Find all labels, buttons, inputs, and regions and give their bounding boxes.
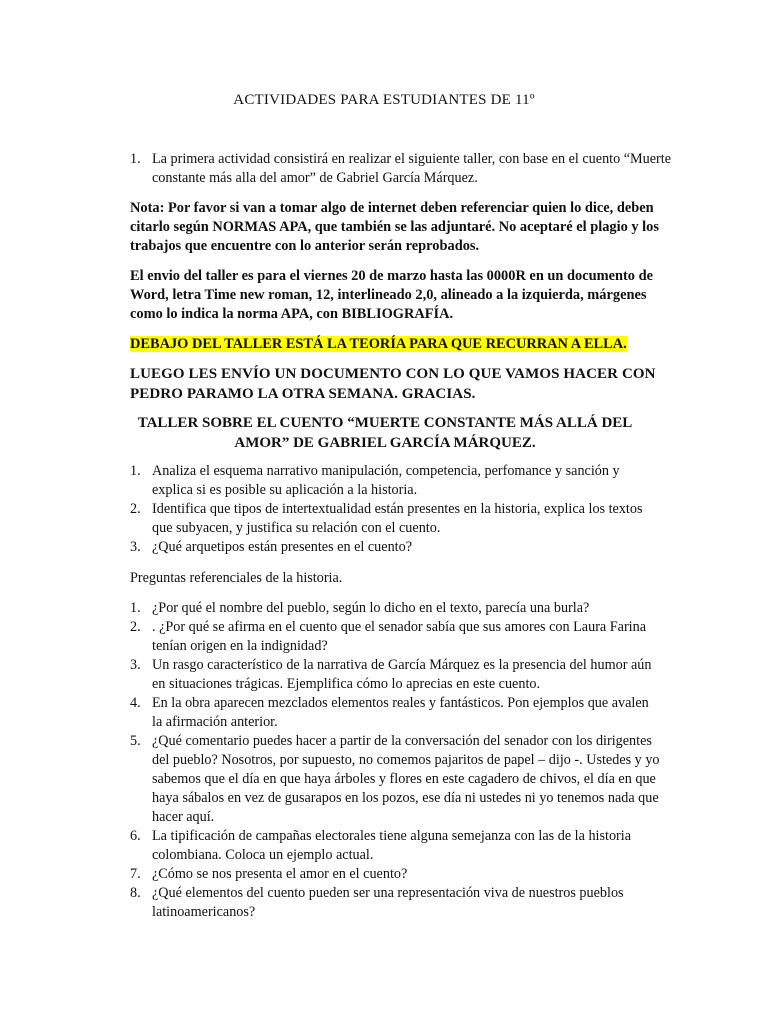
taller-list xyxy=(130,462,660,557)
list-item-text: En la obra aparecen mezclados elementos reales y fantásticos. Pon ejemplos que avalen la afirmación anterior. xyxy=(152,695,649,730)
list-item-number: 8. xyxy=(130,885,141,901)
preguntas-list xyxy=(130,599,660,922)
document-title: ACTIVIDADES PARA ESTUDIANTES DE 11º xyxy=(233,92,535,108)
list-item-text: . ¿Por qué se afirma en el cuento que el senador sabía que sus amores con Laura Farina tenían origen en la indignidad? xyxy=(152,619,647,654)
list-item xyxy=(130,827,660,865)
list-item-text: ¿Qué arquetipos están presentes en el cuento? xyxy=(152,539,412,555)
list-item-number: 2. xyxy=(130,501,141,517)
list-item-number: 2. xyxy=(130,619,141,635)
list-item-number: 3. xyxy=(130,539,141,555)
list-item-text: Analiza el esquema narrativo manipulación, competencia, perfomance y sanción y explica si es posible su aplicación a la historia. xyxy=(152,463,620,498)
theory-notice xyxy=(130,335,660,354)
list-item xyxy=(130,732,660,827)
list-item-number: 5. xyxy=(130,733,141,749)
list-item-number: 3. xyxy=(130,657,141,673)
list-item xyxy=(130,884,660,922)
theory-notice-highlight: DEBAJO DEL TALLER ESTÁ LA TEORÍA PARA QUE RECURRAN A ELLA. xyxy=(130,336,627,352)
intro-item-number: 1. xyxy=(130,151,141,167)
list-item xyxy=(130,618,660,656)
list-item-text: Identifica que tipos de intertextualidad están presentes en la historia, explica los textos que subyacen, y justifica su relación con el cuento. xyxy=(152,501,643,536)
list-item-number: 1. xyxy=(130,600,141,616)
intro-item-text: La primera actividad consistirá en realizar el siguiente taller, con base en el cuento “Muerte constante más alla del amor” de Gabriel García Márquez. xyxy=(152,151,672,186)
list-item-text: ¿Qué elementos del cuento pueden ser una representación viva de nuestros pueblos latinoamericanos? xyxy=(152,885,624,920)
list-item-number: 1. xyxy=(130,463,141,479)
list-item-number: 4. xyxy=(130,695,141,711)
list-item xyxy=(130,865,660,884)
list-item xyxy=(130,694,660,732)
list-item xyxy=(130,462,660,500)
preguntas-heading: Preguntas referenciales de la historia. xyxy=(130,570,343,586)
list-item-text: La tipificación de campañas electorales tiene alguna semejanza con las de la historia colombiana. Coloca un ejemplo actual. xyxy=(152,828,632,863)
list-item-number: 7. xyxy=(130,866,141,882)
list-item xyxy=(130,538,660,557)
list-item xyxy=(130,599,660,618)
list-item xyxy=(130,656,660,694)
intro-item xyxy=(130,150,682,188)
list-item-text: ¿Cómo se nos presenta el amor en el cuento? xyxy=(152,866,408,882)
pedro-paramo-notice: LUEGO LES ENVÍO UN DOCUMENTO CON LO QUE VAMOS HACER CON PEDRO PARAMO LA OTRA SEMANA. GRACIAS. xyxy=(130,366,656,402)
list-item-number: 6. xyxy=(130,828,141,844)
list-item xyxy=(130,500,660,538)
list-item-text: Un rasgo característico de la narrativa de García Márquez es la presencia del humor aún en situaciones trágicas. Ejemplifica cómo lo aprecias en este cuento. xyxy=(152,657,652,692)
envio-paragraph: El envio del taller es para el viernes 20 de marzo hasta las 0000R en un documento de Word, letra Time new roman, 12, interlineado 2,0, alineado a la izquierda, márgenes como lo indica la norma APA, con BIBLIOGRAFÍA. xyxy=(130,268,653,322)
list-item-text: ¿Qué comentario puedes hacer a partir de la conversación del senador con los dirigentes del pueblo? Nosotros, por supuesto, no comemos pajaritos de papel – dijo -. Ustedes y yo sabemos que el día en que haya árboles y flores en este cagadero de chivos, el día en que haya sábalos en vez de gusarapos en los pozos, ese día ni ustedes ni yo tenemos nada que hacer aquí. xyxy=(152,733,660,825)
taller-title: TALLER SOBRE EL CUENTO “MUERTE CONSTANTE MÁS ALLÁ DEL AMOR” DE GABRIEL GARCÍA MÁRQUEZ. xyxy=(137,415,633,451)
nota-paragraph: Nota: Por favor si van a tomar algo de internet deben referenciar quien lo dice, deben citarlo según NORMAS APA, que también se las adjuntaré. No aceptaré el plagio y los trabajos que encuentre con lo anterior serán reprobados. xyxy=(130,200,659,254)
list-item-text: ¿Por qué el nombre del pueblo, según lo dicho en el texto, parecía una burla? xyxy=(152,600,590,616)
